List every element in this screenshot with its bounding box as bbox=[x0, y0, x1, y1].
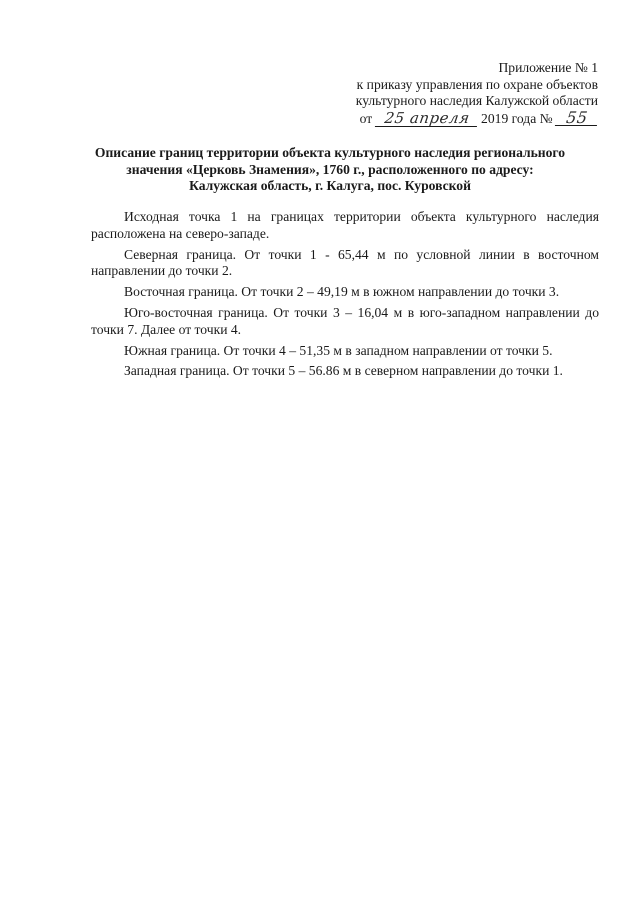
paragraph-south-boundary: Южная граница. От точки 4 – 51,35 м в западном направлении от точки 5. bbox=[124, 342, 553, 358]
appendix-authority: культурного наследия Калужской области bbox=[355, 93, 598, 108]
handwritten-date: 25 апреля bbox=[375, 111, 479, 127]
title-line-2: значения «Церковь Знамения», 1760 г., расположенного по адресу: bbox=[126, 161, 534, 177]
handwritten-order-number: 55 bbox=[555, 110, 599, 126]
document-title bbox=[60, 145, 600, 195]
date-prefix: от bbox=[359, 110, 373, 126]
paragraph-west-boundary: Западная граница. От точки 5 – 56.86 м в северном направлении до точки 1. bbox=[124, 363, 563, 379]
appendix-number: Приложение № 1 bbox=[498, 60, 598, 75]
appendix-order-reference: к приказу управления по охране объектов bbox=[356, 76, 598, 92]
title-line-1: Описание границ территории объекта культурного наследия регионального bbox=[94, 145, 566, 160]
paragraph-east-boundary: Восточная граница. От точки 2 – 49,19 м в южном направлении до точки 3. bbox=[124, 284, 560, 300]
paragraph-southeast-boundary: Юго-восточная граница. От точки 3 – 16,04 м в юго-западном направлении до точки 7. Далее от точки 4. bbox=[91, 304, 599, 337]
appendix-date-line bbox=[356, 107, 598, 128]
boundary-description bbox=[91, 209, 599, 384]
title-line-3: Калужская область, г. Калуга, пос. Куровской bbox=[189, 178, 471, 193]
year-and-number-label: 2019 года № bbox=[481, 110, 553, 126]
paragraph-north-boundary: Северная граница. От точки 1 - 65,44 м по условной линии в восточном направлении до точки 2. bbox=[91, 246, 599, 279]
paragraph-starting-point: Исходная точка 1 на границах территории объекта культурного наследия расположена на северо-западе. bbox=[91, 209, 599, 241]
appendix-header bbox=[356, 60, 598, 127]
